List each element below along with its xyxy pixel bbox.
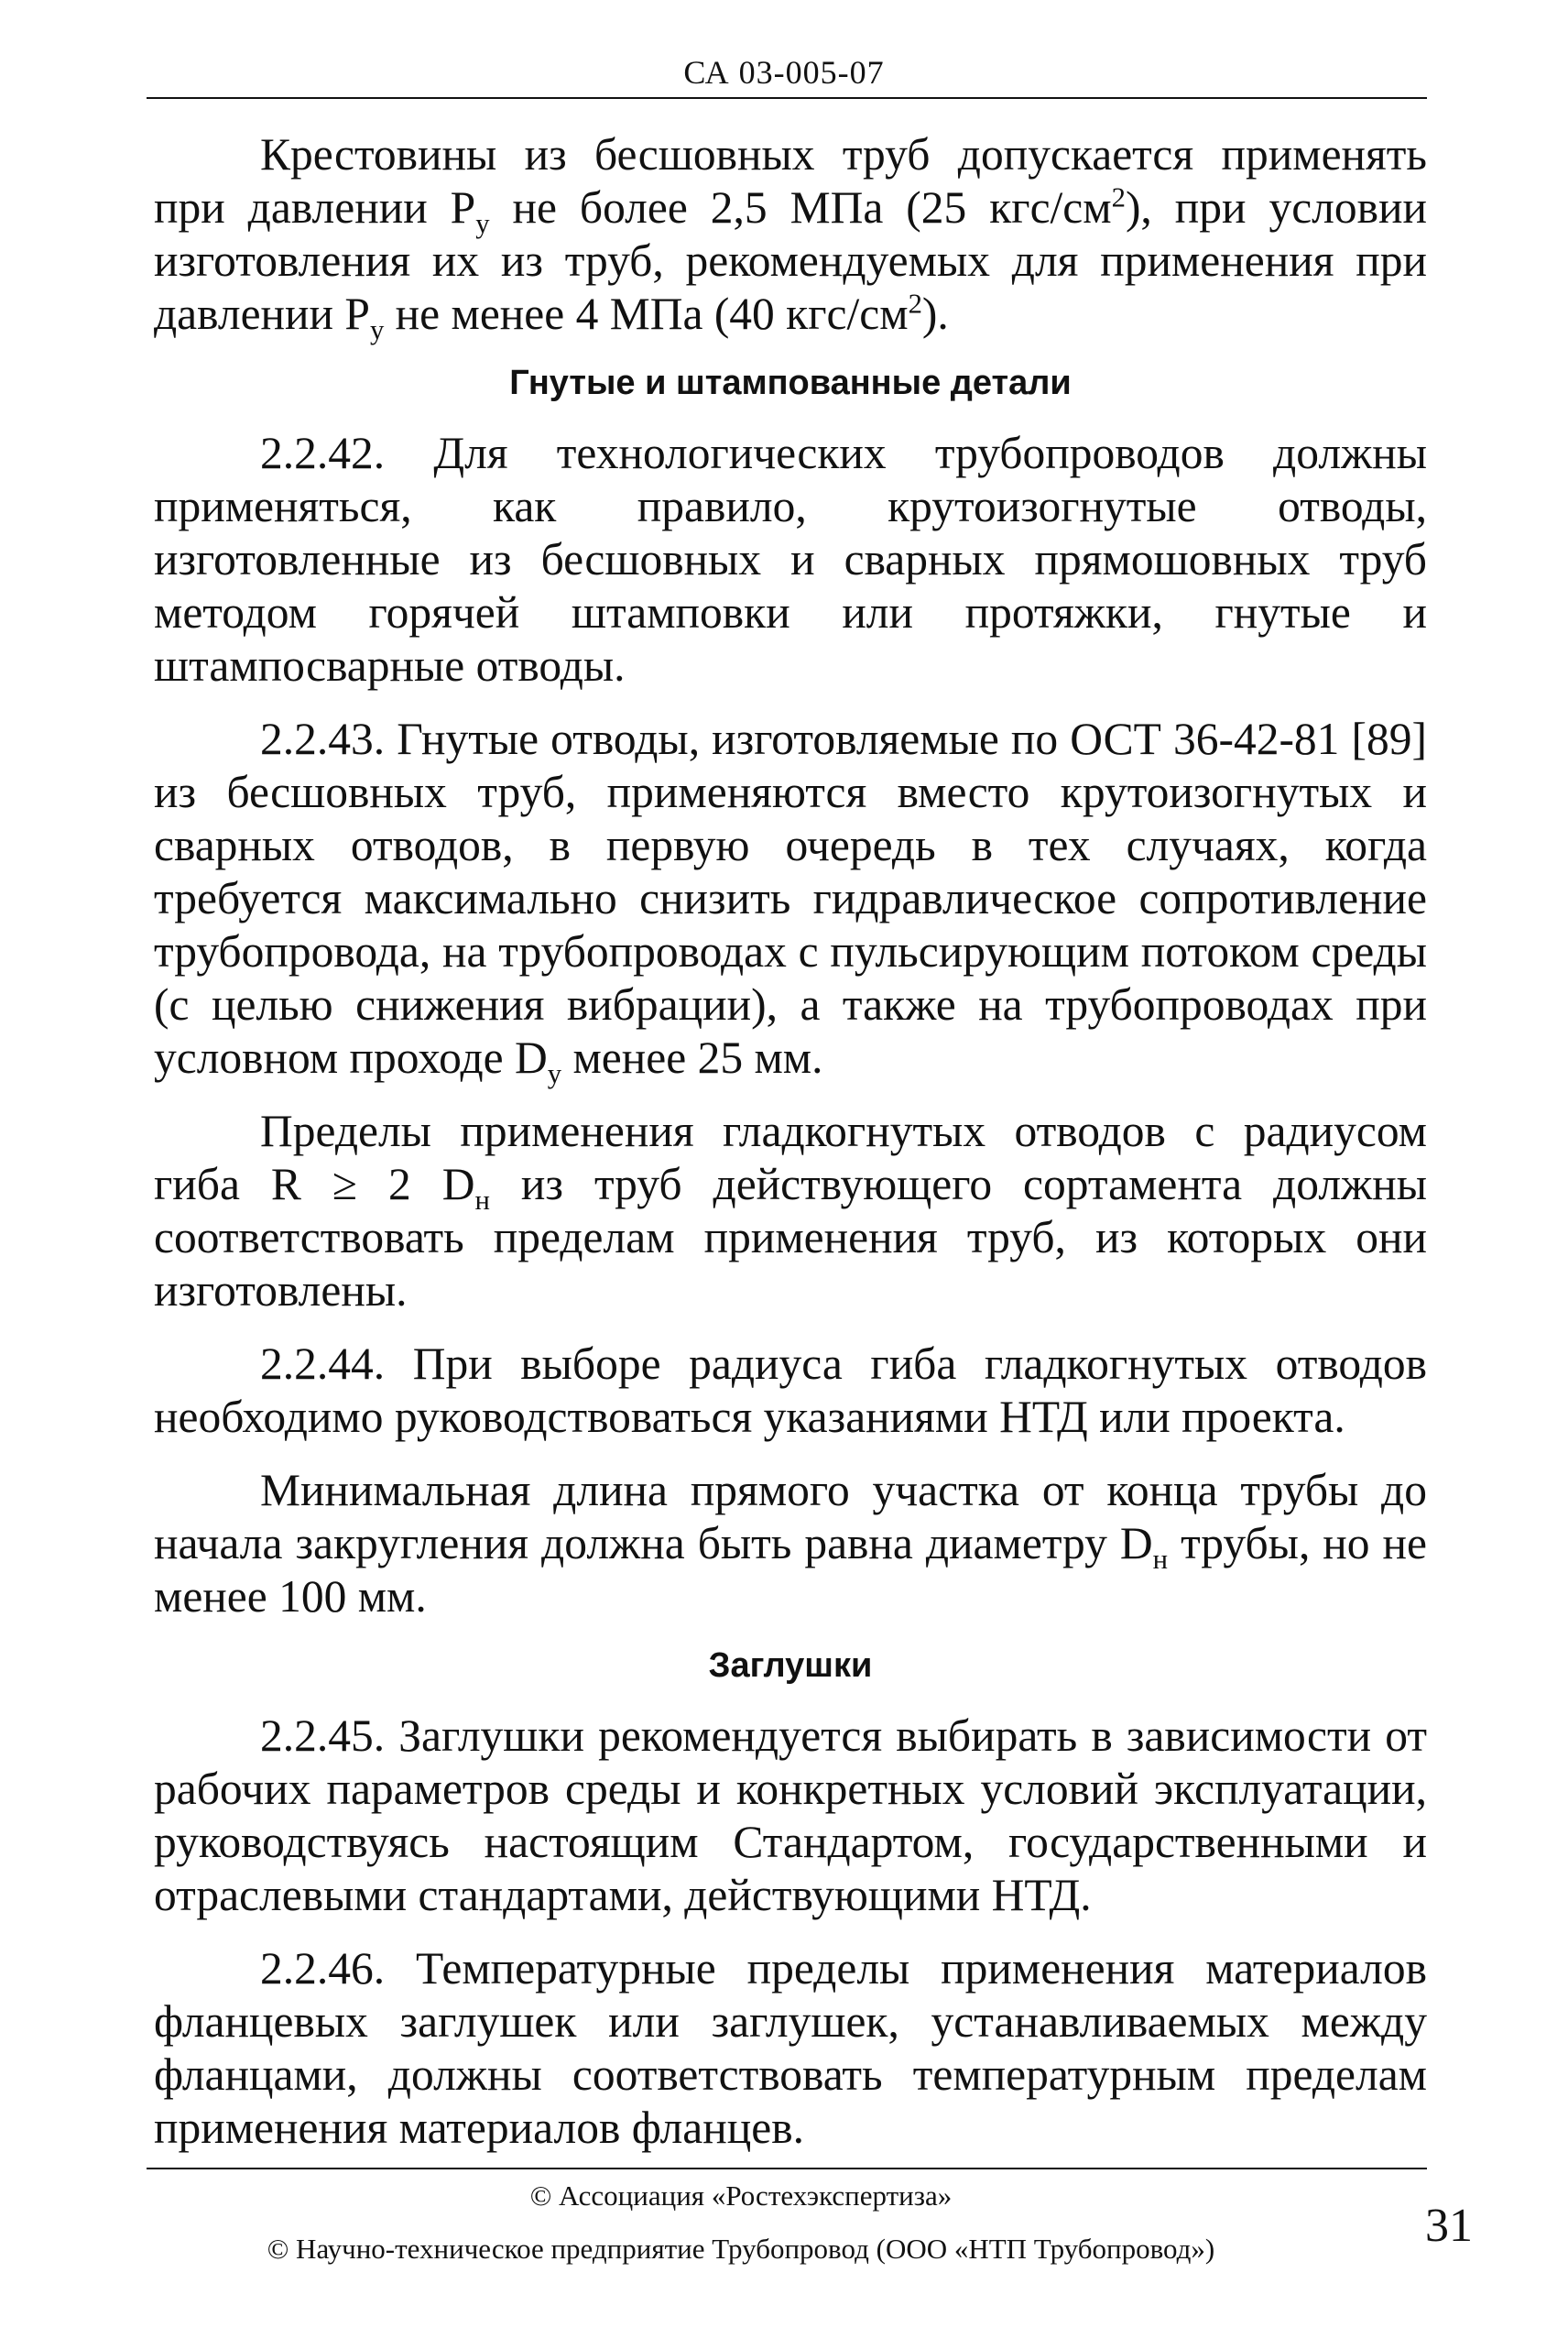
footer-divider [147, 2168, 1427, 2169]
paragraph-2-2-42: 2.2.42. Для технологических трубопроводов должны применяться, как правило, крутоизогнутые отводы, изготовленные из бесшовных и сварных прямошовных труб методом горячей штамповки или протяжки, гнутые и штампосварные отводы. [154, 428, 1427, 691]
page-body [154, 128, 1427, 2175]
paragraph-bend-limits: Пределы применения гладкогнутых отводов с радиусом гиба R ≥ 2 $D_н$ из труб действующего сортамента должны соответствовать пределам применения труб, из которых они изготовлены. [154, 1106, 1427, 1316]
paragraph-2-2-45: 2.2.45. Заглушки рекомендуется выбирать в зависимости от рабочих параметров среды и конкретных условий эксплуатации, руководствуясь настоящим Стандартом, государственными и отраслевыми стандартами, действующими НТД. [154, 1710, 1427, 1920]
section-heading-bent-parts: Гнутые и штампованные детали [509, 364, 1072, 402]
paragraph-2-2-43: 2.2.43. Гнутые отводы, изготовляемые по ОСТ 36-42-81 [89] из бесшовных труб, применяются вместо крутоизогнутых и сварных отводов, в первую очередь в тех случаях, когда требуется максимально снизить гидравлическое сопротивление трубопровода, на трубопроводах с пульсирующим потоком среды (с целью снижения вибрации), а также на трубопроводах при условном проходе $D_у$ менее 25 мм. [154, 714, 1427, 1089]
header-divider [147, 97, 1427, 99]
footer-copyright-enterprise: © Научно-техническое предприятие Трубопровод (ООО «НТП Трубопровод») [267, 2233, 1215, 2265]
paragraph-crosses: Крестовины из бесшовных труб допускается применять при давлении $P_у$ не более 2,5 МПа (25 кгс/$см^2$), при условии изготовления их из труб, рекомендуемых для применения при давлении $P_у$ не менее 4 МПа (40 кгс/$см^2$). [154, 129, 1427, 345]
document-code: СА 03-005-07 [683, 54, 885, 91]
page-number: 31 [1425, 2200, 1473, 2252]
paragraph-2-2-46: 2.2.46. Температурные пределы применения материалов фланцевых заглушек или заглушек, устанавливаемых между фланцами, должны соответствовать температурным пределам применения материалов фланцев. [154, 1943, 1427, 2153]
paragraph-2-2-44: 2.2.44. При выборе радиуса гиба гладкогнутых отводов необходимо руководствоваться указаниями НТД или проекта. [154, 1338, 1427, 1442]
section-heading-plugs: Заглушки [708, 1646, 873, 1685]
paragraph-straight-section: Минимальная длина прямого участка от конца трубы до начала закругления должна быть равна диаметру $D_н$ трубы, но не менее 100 мм. [154, 1465, 1427, 1622]
footer-copyright-association: © Ассоциация «Ростехэкспертиза» [529, 2180, 953, 2212]
